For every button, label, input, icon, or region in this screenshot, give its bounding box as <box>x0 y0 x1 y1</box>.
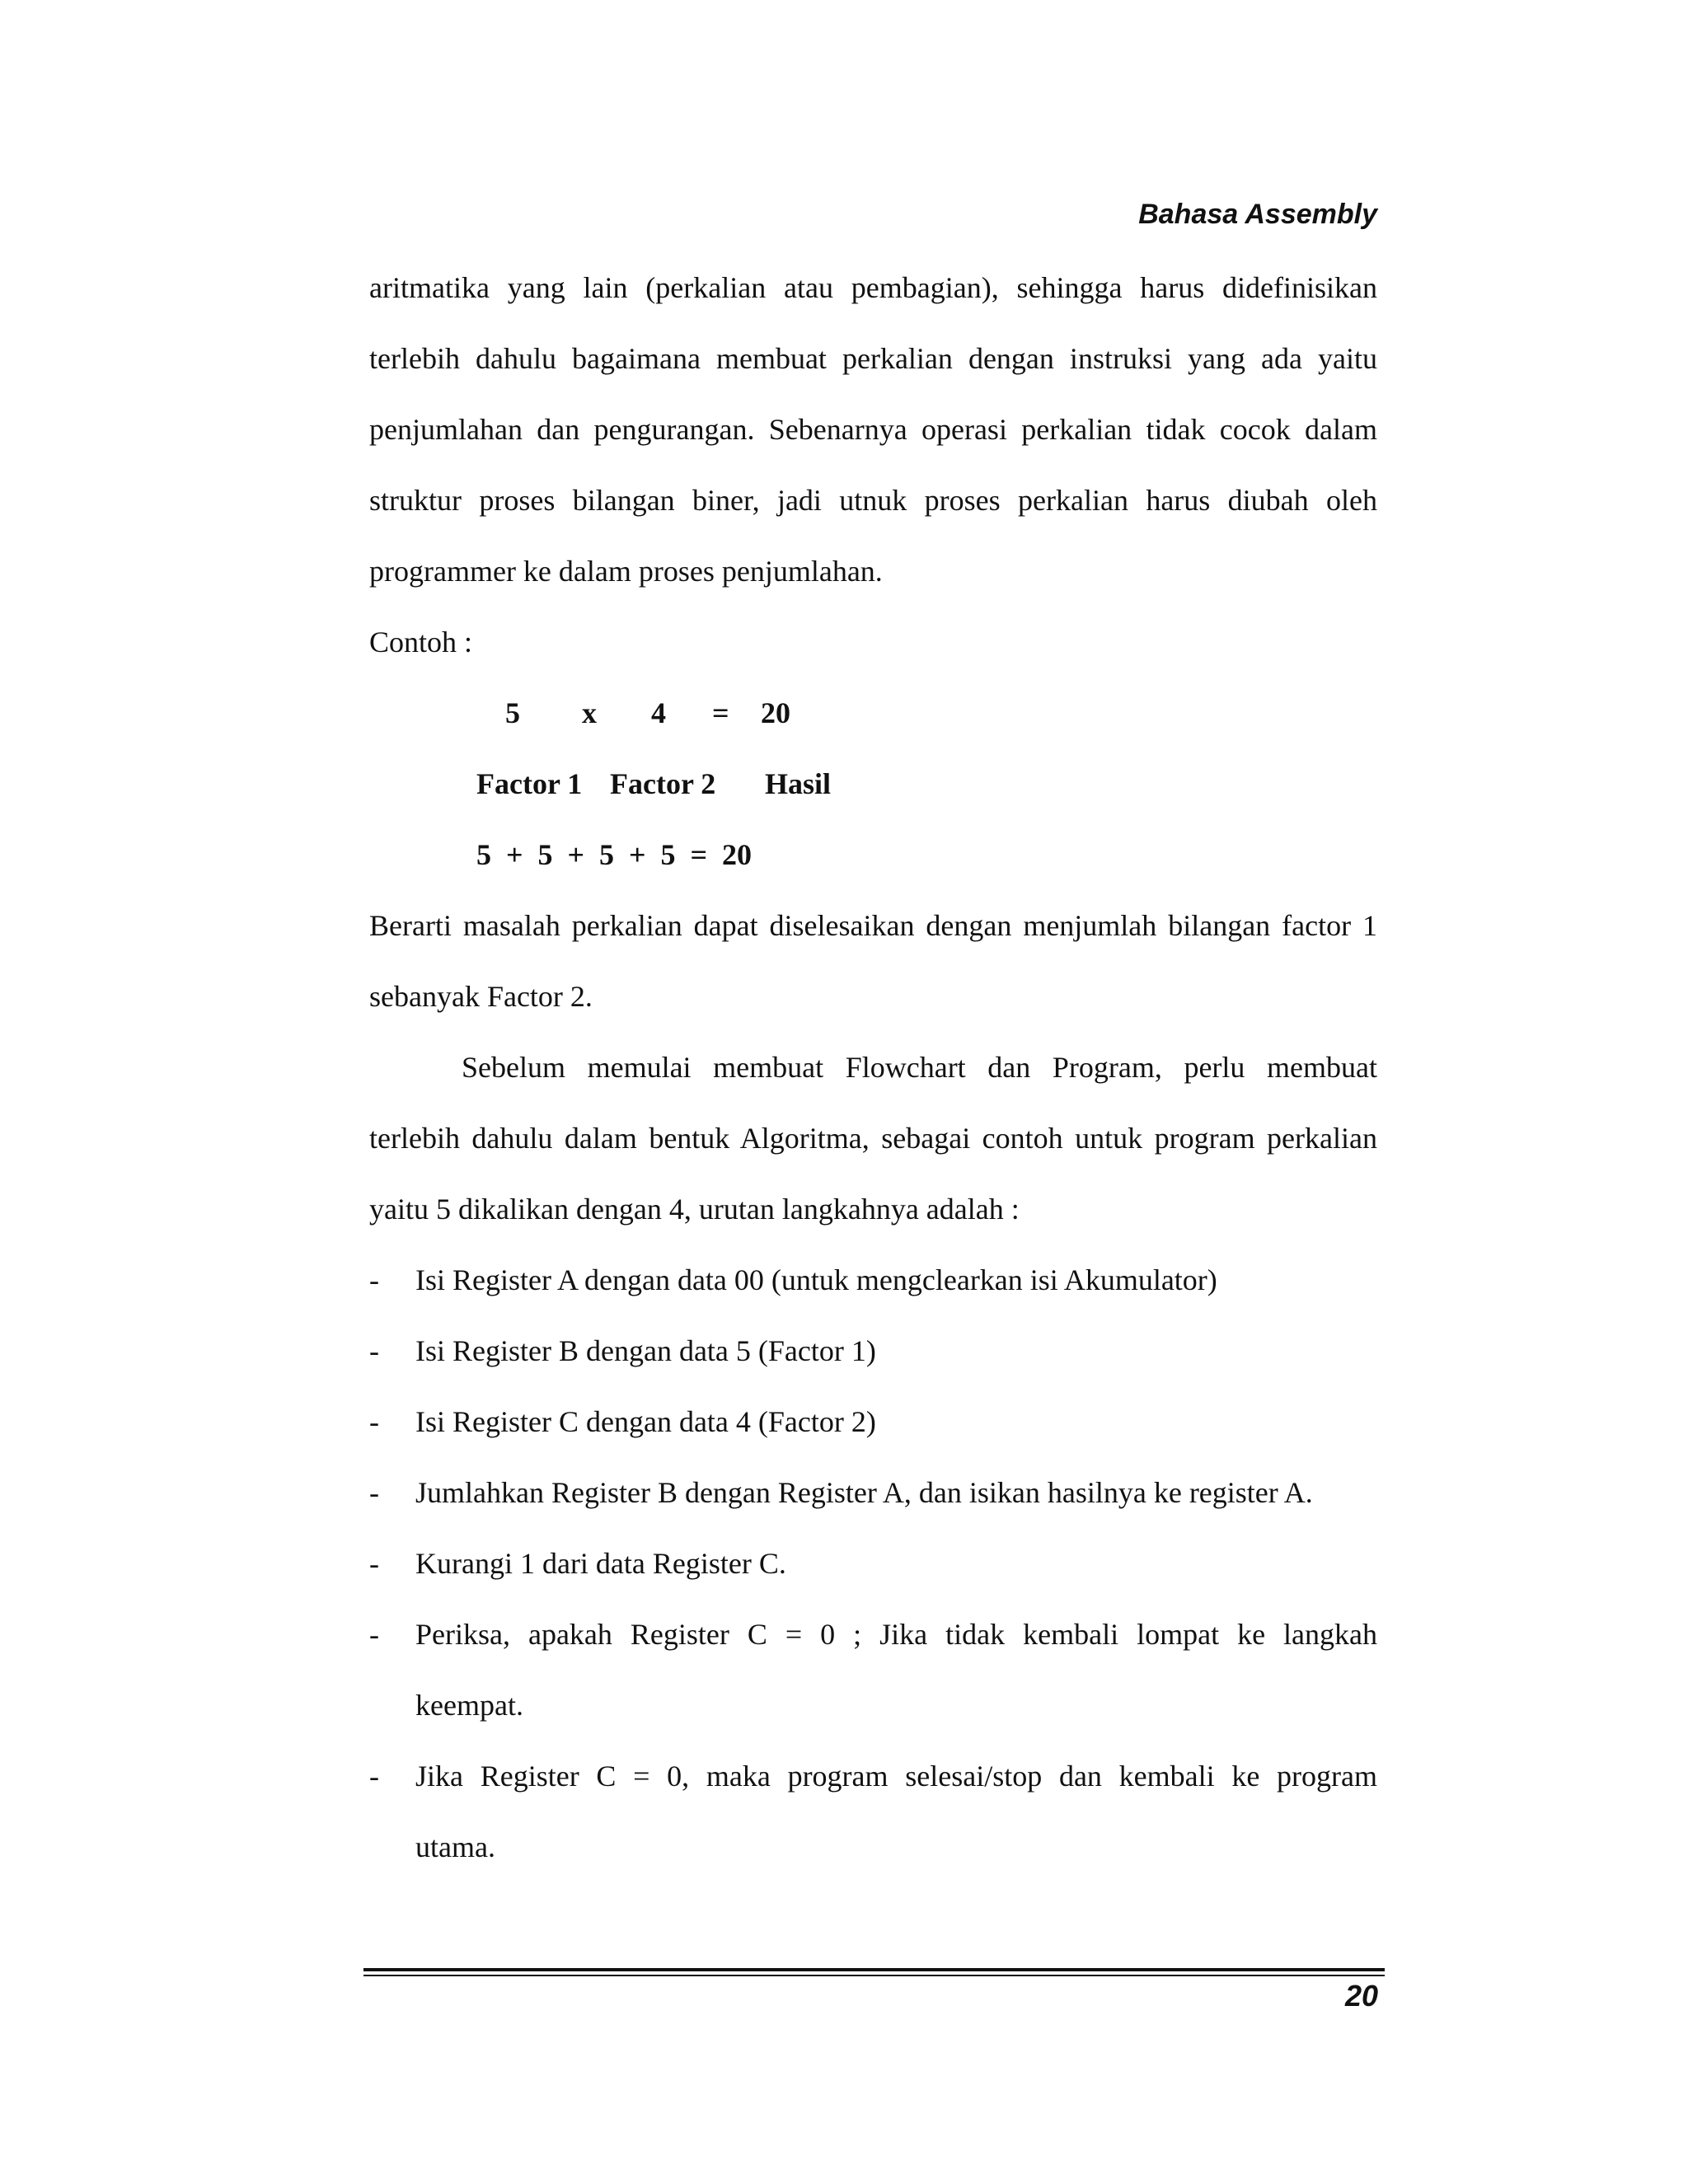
factor-two-label: Factor 2 <box>610 767 716 800</box>
equation-labels <box>369 748 1377 819</box>
list-item <box>369 1315 1377 1386</box>
sum-equation-text: 5 + 5 + 5 + 5 = 20 <box>476 838 753 871</box>
factor-one-label: Factor 1 <box>476 767 583 800</box>
step-text: Kurangi 1 dari data Register C. <box>415 1547 786 1580</box>
paragraph-line: programmer ke dalam proses penjumlahan. <box>369 555 883 588</box>
paragraph-line: Sebelum memulai membuat Flowchart dan Program, perlu membuat <box>462 1051 1377 1084</box>
list-item <box>369 1741 1377 1882</box>
paragraph-line: terlebih dahulu dalam bentuk Algoritma, sebagai contoh untuk program perkalian <box>369 1122 1377 1155</box>
factor-one-value: 5 <box>505 696 520 729</box>
paragraph-meaning <box>369 890 1377 1032</box>
list-item <box>369 1599 1377 1741</box>
list-dash: - <box>369 1476 379 1509</box>
step-text-continuation: keempat. <box>415 1689 523 1722</box>
step-text: Jumlahkan Register B dengan Register A, dan isikan hasilnya ke register A. <box>415 1476 1313 1509</box>
multiplication-equation <box>369 677 1377 748</box>
list-dash: - <box>369 1263 379 1296</box>
step-text: Periksa, apakah Register C = 0 ; Jika tidak kembali lompat ke langkah <box>415 1618 1377 1651</box>
paragraph-line: terlebih dahulu bagaimana membuat perkalian dengan instruksi yang ada yaitu <box>369 342 1377 375</box>
paragraph-line: yaitu 5 dikalikan dengan 4, urutan langkahnya adalah : <box>369 1193 1020 1226</box>
list-dash: - <box>369 1760 379 1793</box>
list-item <box>369 1457 1377 1528</box>
algorithm-steps-list <box>369 1244 1377 1882</box>
paragraph-line: aritmatika yang lain (perkalian atau pembagian), sehingga harus didefinisikan <box>369 271 1377 304</box>
paragraph-line: struktur proses bilangan biner, jadi utnuk proses perkalian harus diubah oleh <box>369 484 1377 517</box>
sum-equation <box>369 819 1377 890</box>
result-label: Hasil <box>765 767 832 800</box>
step-text-continuation: utama. <box>415 1830 495 1863</box>
step-text: Jika Register C = 0, maka program selesai/stop dan kembali ke program <box>415 1760 1377 1793</box>
footer-rule-thick <box>363 1968 1385 1971</box>
step-text: Isi Register C dengan data 4 (Factor 2) <box>415 1405 876 1438</box>
paragraph-line: sebanyak Factor 2. <box>369 980 593 1013</box>
paragraph-line: penjumlahan dan pengurangan. Sebenarnya operasi perkalian tidak cocok dalam <box>369 413 1377 446</box>
page-content <box>369 252 1377 1882</box>
list-item <box>369 1244 1377 1315</box>
list-dash: - <box>369 1547 379 1580</box>
list-item <box>369 1528 1377 1599</box>
list-dash: - <box>369 1405 379 1438</box>
step-text: Isi Register B dengan data 5 (Factor 1) <box>415 1334 876 1367</box>
equals-sign: = <box>712 696 729 729</box>
example-label: Contoh : <box>369 626 473 658</box>
paragraph-intro <box>369 252 1377 607</box>
multiplication-operator: x <box>582 696 597 729</box>
paragraph-algorithm-intro <box>369 1032 1377 1244</box>
page-number: 20 <box>1344 1979 1378 2013</box>
result-value: 20 <box>761 696 790 729</box>
footer-rule-thin <box>363 1975 1385 1976</box>
paragraph-line: Berarti masalah perkalian dapat diselesaikan dengan menjumlah bilangan factor 1 <box>369 909 1377 942</box>
factor-two-value: 4 <box>651 696 666 729</box>
running-header: Bahasa Assembly <box>1138 199 1377 230</box>
list-dash: - <box>369 1334 379 1367</box>
list-dash: - <box>369 1618 379 1651</box>
step-text: Isi Register A dengan data 00 (untuk mengclearkan isi Akumulator) <box>415 1263 1217 1296</box>
list-item <box>369 1386 1377 1457</box>
